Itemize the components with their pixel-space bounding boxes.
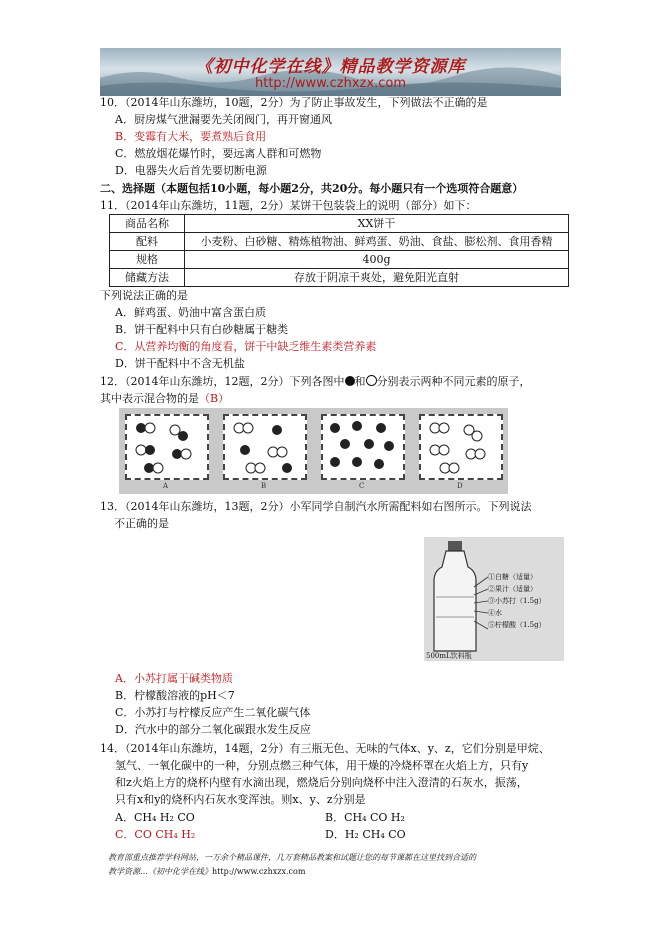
q11-option-a: A．鲜鸡蛋、奶油中富含蛋白质 [115,306,266,319]
q14-stem-line4: 只有x和y的烧杯内石灰水变浑浊。则x、y、z分别是 [115,793,366,806]
diagram-box-c [321,414,405,480]
q14-option-b: B．CH₄ CO H₂ [325,811,405,824]
q13-option-c: C．小苏打与柠檬反应产生二氧化碳气体 [115,706,311,719]
bottle-ingredient: ⑤柠檬酸（1.5g） [488,621,546,629]
bottle-caption: 500mL饮料瓶 [426,652,472,660]
table-cell: 配料 [110,233,185,251]
molecule-set-a [127,416,207,478]
q13-stem-line2: 不正确的是 [114,517,169,530]
table-cell: 存放于阴凉干爽处，避免阳光直射 [185,269,569,287]
q11-stem: 11．（2014年山东潍坊，11题，2分）某饼干包装袋上的说明（部分）如下： [100,199,477,212]
q10-stem: 10．（2014年山东潍坊，10题，2分）为了防止事故发生，下列做法不正确的是 [100,96,488,109]
table-cell: XX饼干 [185,215,569,233]
filled-atom-icon [345,376,355,386]
footer-line1: 教育部重点推荐学科网站，一万余个精品课件，几万套精品教案和试题让您的每节课都在这里找到合适的 [108,853,476,862]
footer-text: 教学资源…《初中化学在线》 [108,867,212,876]
q12-stem-line2-text: 其中表示混合物的是（B） [100,392,230,405]
bottle-ingredient: ④水 [488,609,502,617]
q11-option-d: D．饼干配料中不含无机盐 [115,357,245,370]
footer-link[interactable]: http://www.czhxzx.com [212,867,306,876]
q14-option-a: A．CH₄ H₂ CO [115,811,195,824]
table-cell: 小麦粉、白砂糖、精炼植物油、鲜鸡蛋、奶油、食盐、膨松剂、食用香精 [185,233,569,251]
hollow-atom-icon [366,375,377,386]
q14-stem-line2: 氢气、一氧化碳中的一种，分别点燃三种气体，用干燥的冷烧杯罩在火焰上方，只有y [115,759,529,772]
q10-option-d: D．电器失火后首先要切断电源 [115,164,267,177]
diagram-box-d [419,414,503,480]
q10-option-a: A．厨房煤气泄漏要先关闭阀门，再开窗通风 [115,113,332,126]
q10-option-c: C．燃放烟花爆竹时，要远离人群和可燃物 [115,147,322,160]
diagram-label-a: A [163,482,169,490]
table-cell: 商品名称 [110,215,185,233]
bottle-ingredient: ③小苏打（1.5g） [488,597,546,605]
q12-answer: （B） [199,392,230,405]
q11-option-b: B．饼干配料中只有白砂糖属于糖类 [115,323,289,336]
header-url[interactable]: http://www.czhxzx.com [255,76,406,91]
q14-stem-line3: 和z火焰上方的烧杯内壁有水滴出现，燃烧后分别向烧杯中注入澄清的石灰水，振荡， [115,776,528,789]
section-heading: 二、选择题（本题包括10小题，每小题2分，共20分。每小题只有一个选项符合题意） [100,182,524,195]
diagram-label-b: B [261,482,267,490]
q13-option-b: B．柠檬酸溶液的pH＜7 [115,689,235,702]
diagram-box-b [223,414,307,480]
table-row [110,269,569,287]
molecule-set-b [225,416,305,478]
table-row [110,233,569,251]
bottle-ingredient: ②果汁（适量） [488,585,537,593]
q14-option-c: C．CO CH₄ H₂ [115,828,196,841]
molecule-set-c [323,416,403,478]
q14-stem-line1: 14．（2014年山东潍坊，14题，2分）有三瓶无色、无味的气体x、y、z，它们分别是甲烷、 [100,742,550,755]
q12-stem [100,375,531,389]
q14-option-d: D．H₂ CH₄ CO [325,828,406,841]
table-cell: 储藏方法 [110,269,185,287]
molecule-set-d [421,416,501,478]
q11-info-table [109,214,569,287]
table-cell: 400g [185,251,569,269]
footer-line2 [108,866,305,878]
diagram-box-a [125,414,209,480]
q11-lead: 下列说法正确的是 [100,289,188,302]
q12-stem-part1: 12．（2014年山东潍坊，12题，2分）下列各图中 [100,375,345,388]
q10-option-b: B．变霉有大米，要煮熟后食用 [115,130,267,143]
q12-stem-part2: 和 [354,375,366,388]
q11-option-c: C．从营养均衡的角度看，饼干中缺乏维生素类营养素 [115,340,377,353]
bottle-ingredient: ①白糖（适量） [488,573,537,581]
q12-molecule-diagram [119,408,508,494]
bottle-ingredient-list [488,571,546,631]
diagram-label-d: D [457,482,463,490]
q12-stem-part3: 分别表示两种不同元素的原子， [376,375,531,388]
soda-bottle-figure [424,537,564,661]
table-cell: 规格 [110,251,185,269]
table-row [110,251,569,269]
q13-option-d: D．汽水中的部分二氧化碳跟水发生反应 [115,723,311,736]
q13-stem-line1: 13．（2014年山东潍坊，13题，2分）小军同学自制汽水所需配料如右图所示。下列说法 [100,500,532,513]
diagram-label-c: C [359,482,365,490]
q13-option-a: A．小苏打属于碱类物质 [115,672,233,685]
header-title: 《初中化学在线》精品教学资源库 [195,57,466,77]
q12-stem-line2 [100,392,229,406]
table-row [110,215,569,233]
header-banner [100,48,561,96]
